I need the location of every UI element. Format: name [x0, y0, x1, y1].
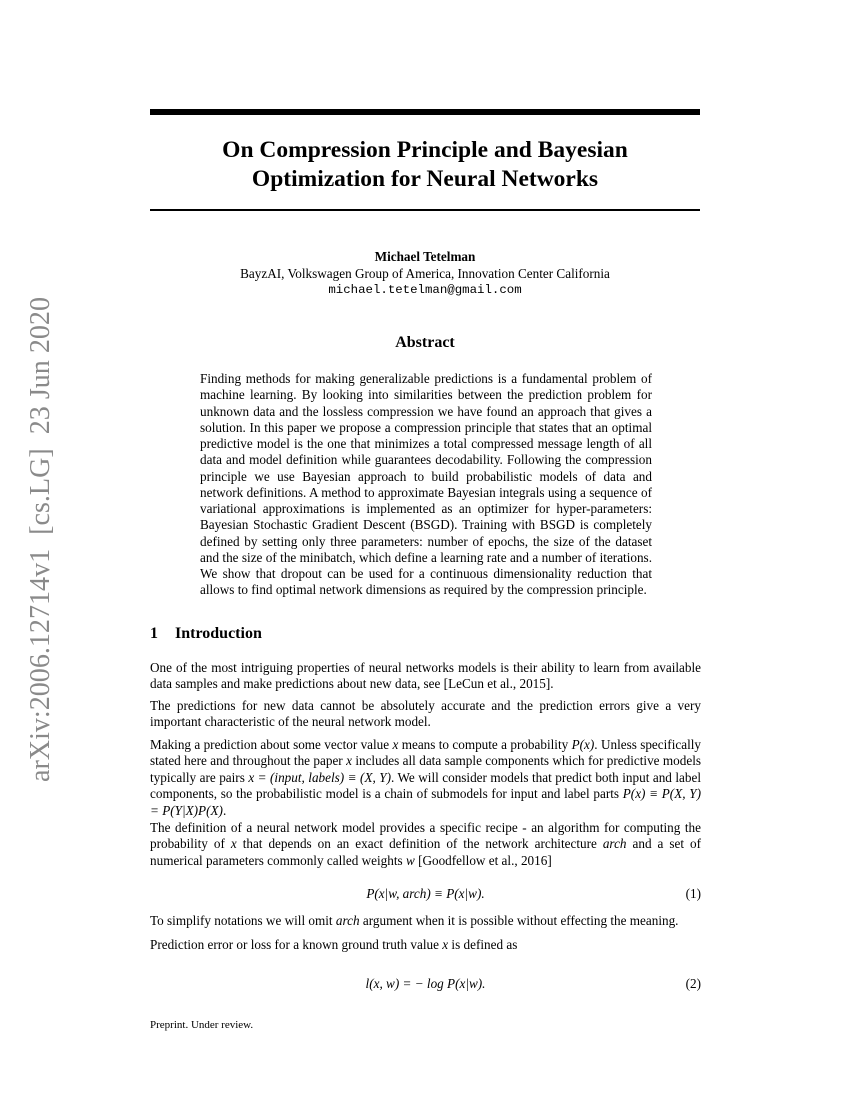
title-line-2: Optimization for Neural Networks	[251, 166, 599, 192]
math-chain: P(x) ≡ P(X, Y) = P(Y|X)P(X)	[150, 786, 701, 818]
text-run: . We will consider models that predict both input and label components, so the probabilistic model is a chain of submodels for input and label parts	[150, 769, 701, 802]
math-arch: arch	[335, 913, 360, 928]
author-affiliation: BayzAI, Volkswagen Group of America, Innovation Center California	[240, 266, 610, 281]
intro-paragraph-3	[150, 737, 701, 819]
abstract-text: Finding methods for making generalizable predictions is a fundamental problem of machine learning. By looking into similarities between the prediction problem for unknown data and the lossless compression we have found an approach that gives a solution. In this paper we propose a compression principle that states that an optimal predictive model is the one that minimizes a total compressed message length of all data and model definition while guarantees decodability. Following the compression principle we use Bayesian approach to build probabilistic models of data and network definitions. A method to approximate Bayesian integrals using a sequence of variational approximations is implemented as an optimizer for hyper-parameters: Bayesian Stochastic Gradient Descent (BSGD). Training with BSGD is completely defined by setting only three parameters: number of epochs, the size of the dataset and the size of the minibatch, which define a learning rate and a number of iterations. We show that dropout can be used for a continuous dimensionality reduction that allows to find optimal network dimensions as required by the compression principle.	[200, 371, 652, 598]
text-run: Prediction error or loss for a known ground truth value	[150, 937, 443, 952]
intro-paragraph-2: The predictions for new data cannot be absolutely accurate and the prediction errors give a very important characteristic of the neural network model.	[150, 698, 701, 730]
math-x: x	[442, 937, 449, 952]
intro-paragraph-4	[150, 820, 701, 869]
equation-2-number: (2)	[685, 976, 701, 991]
author-name: Michael Tetelman	[374, 249, 476, 264]
equation-2-expression: l(x, w) = − log P(x|w).	[365, 976, 486, 991]
equation-1-number: (1)	[685, 886, 701, 901]
math-x: x	[392, 737, 399, 752]
abstract-heading: Abstract	[395, 334, 455, 351]
text-run: is defined as	[448, 937, 518, 952]
section-heading-introduction	[150, 625, 262, 643]
section-title: Introduction	[175, 625, 262, 642]
author-email[interactable]: michael.tetelman@gmail.com	[328, 283, 522, 297]
math-x: x	[230, 836, 237, 852]
equation-2	[150, 976, 701, 992]
text-run: and a set of numerical parameters commonly called weights	[150, 836, 701, 868]
text-run: The definition of a neural network model provides a specific recipe - an algorithm for computing the probability of	[150, 820, 701, 852]
paper-title	[150, 136, 700, 194]
text-run: argument when it is possible without effecting the meaning.	[359, 913, 679, 928]
math-px: P(x)	[571, 737, 595, 752]
math-pair: x = (input, labels) ≡ (X, Y)	[248, 769, 391, 785]
intro-paragraph-6	[150, 937, 701, 953]
equation-1-expression: P(x|w, arch) ≡ P(x|w).	[366, 886, 485, 901]
arxiv-stamp	[5, 297, 65, 782]
text-run: .	[222, 802, 227, 818]
text-run: To simplify notations we will omit	[150, 913, 336, 928]
text-run: . Unless specifically stated here and throughout the paper	[150, 737, 701, 769]
math-arch: arch	[602, 836, 627, 852]
text-run: [Goodfellow et al., 2016]	[414, 852, 552, 868]
author-block	[150, 248, 700, 299]
math-w: w	[405, 852, 415, 868]
section-number: 1	[150, 625, 158, 642]
text-run: means to compute a probability	[398, 737, 572, 752]
title-top-rule	[150, 109, 700, 115]
math-x: x	[346, 753, 352, 769]
title-bottom-rule	[150, 209, 700, 211]
equation-1	[150, 886, 701, 902]
arxiv-stamp-text: arXiv:2006.12714v1 [cs.LG] 23 Jun 2020	[25, 297, 56, 782]
preprint-footer: Preprint. Under review.	[150, 1019, 254, 1031]
title-line-1: On Compression Principle and Bayesian	[222, 137, 628, 163]
intro-paragraph-5	[150, 913, 701, 929]
text-run: Making a prediction about some vector value	[150, 737, 393, 752]
text-run: that depends on an exact definition of the network architecture	[236, 836, 603, 852]
text-run: includes all data sample components which for predictive models typically are pairs	[150, 753, 701, 785]
intro-paragraph-1: One of the most intriguing properties of neural networks models is their ability to learn from available data samples and make predictions about new data, see [LeCun et al., 2015].	[150, 660, 701, 692]
